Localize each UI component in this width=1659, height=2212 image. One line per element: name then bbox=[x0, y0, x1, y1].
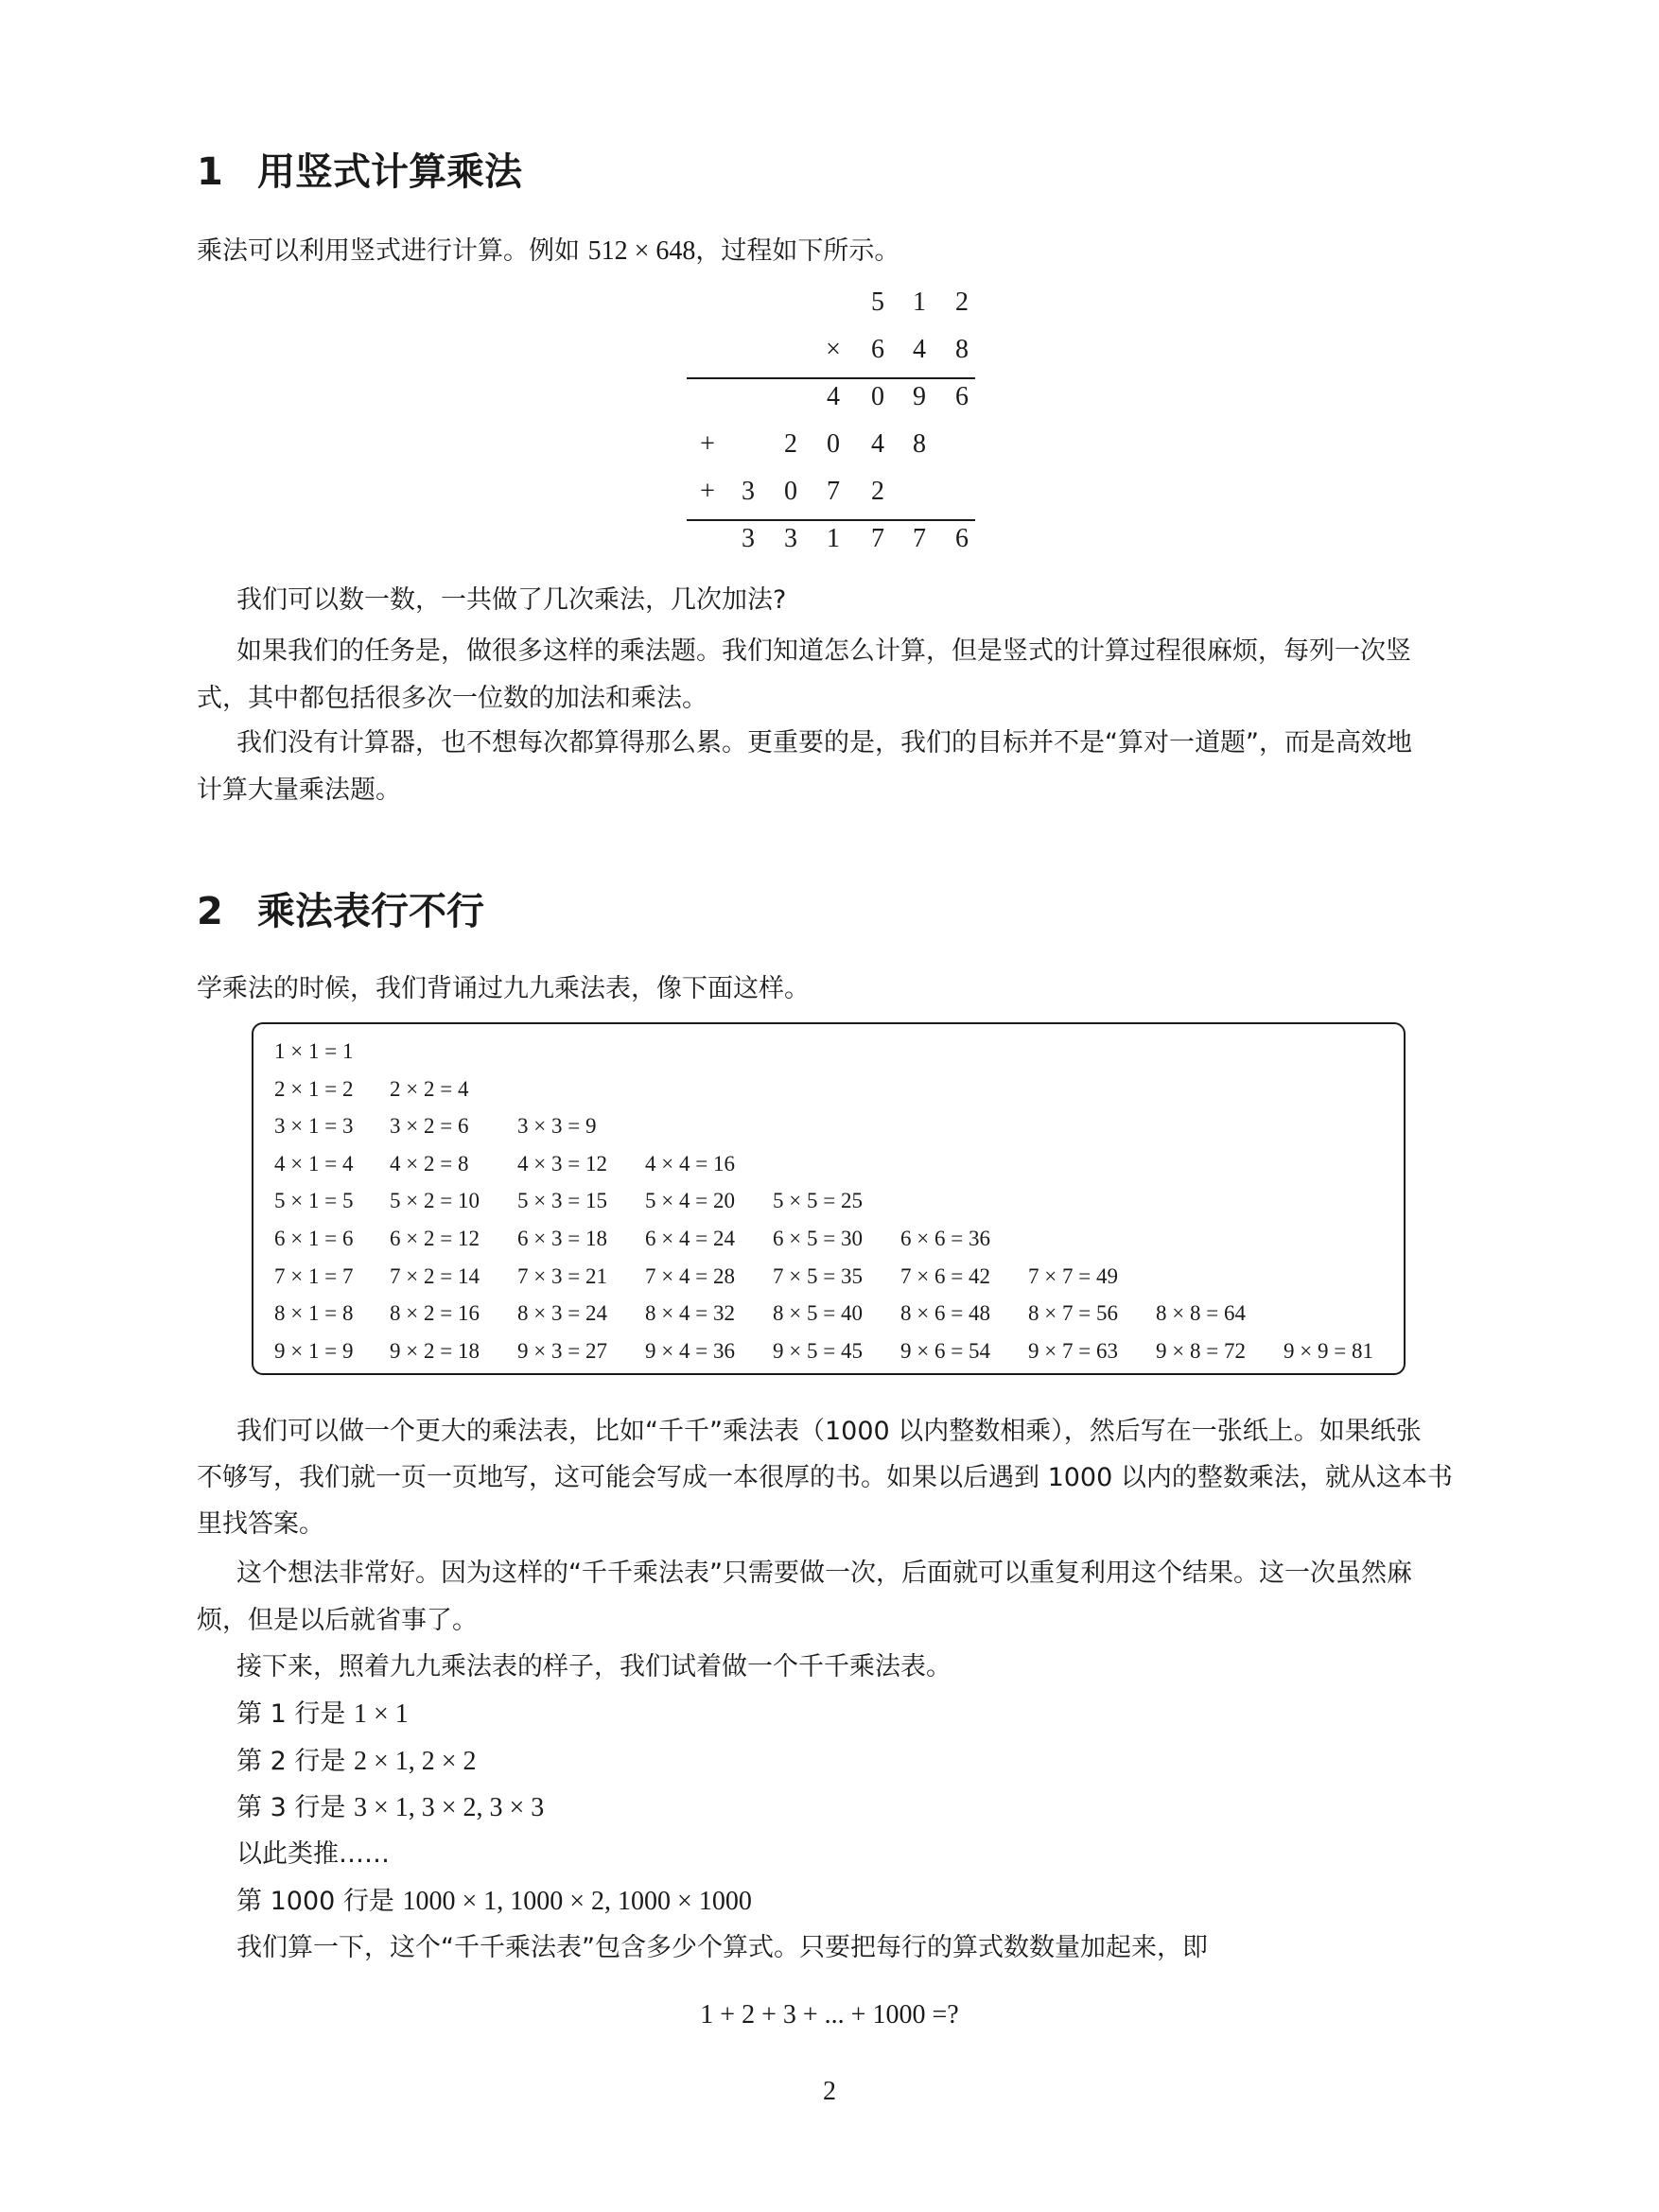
math-inline: 3 × 1, 3 × 2, 3 × 3 bbox=[353, 1793, 545, 1822]
long-mult-digit: × bbox=[826, 335, 841, 364]
long-mult-digit: 4 bbox=[913, 335, 926, 364]
text: 第 1000 行是 bbox=[236, 1887, 403, 1916]
long-mult-digit: 9 bbox=[913, 382, 926, 411]
times-table-box bbox=[252, 1022, 1406, 1375]
row-line bbox=[236, 1885, 752, 1919]
long-mult-digit: 8 bbox=[913, 429, 926, 459]
times-table-entry: 9 × 7 = 63 bbox=[1028, 1338, 1118, 1363]
times-table-entry: 5 × 2 = 10 bbox=[390, 1189, 480, 1213]
sec2-paragraph: 我们可以做一个更大的乘法表，比如“千千”乘法表（1000 以内整数相乘），然后写在一张纸上。如果纸张 bbox=[236, 1417, 1422, 1446]
times-table-entry: 3 × 2 = 6 bbox=[390, 1114, 469, 1139]
times-table-entry: 2 × 2 = 4 bbox=[390, 1076, 469, 1101]
text: 第 1 行是 bbox=[236, 1699, 354, 1729]
times-table-entry: 8 × 7 = 56 bbox=[1028, 1301, 1118, 1326]
times-table-entry: 8 × 3 = 24 bbox=[517, 1301, 607, 1326]
times-table-entry: 3 × 1 = 3 bbox=[274, 1114, 354, 1139]
section-title: 乘法表行不行 bbox=[257, 890, 484, 933]
times-table-entry: 9 × 2 = 18 bbox=[390, 1338, 480, 1363]
times-table-entry: 9 × 5 = 45 bbox=[773, 1338, 863, 1363]
math-inline: 1 × 1 bbox=[353, 1699, 409, 1729]
times-table-entry: 7 × 4 = 28 bbox=[645, 1263, 735, 1288]
section-number: 1 bbox=[197, 150, 223, 194]
long-mult-rule bbox=[687, 519, 975, 521]
row-line bbox=[236, 1698, 409, 1732]
long-mult-row bbox=[687, 287, 975, 335]
sec2-paragraph: 接下来，照着九九乘法表的样子，我们试着做一个千千乘法表。 bbox=[236, 1652, 952, 1681]
times-table-entry: 9 × 9 = 81 bbox=[1284, 1338, 1373, 1363]
times-table-entry: 6 × 2 = 12 bbox=[390, 1227, 480, 1250]
times-table-entry: 8 × 5 = 40 bbox=[773, 1301, 863, 1326]
sec1-paragraph: 式，其中都包括很多次一位数的加法和乘法。 bbox=[197, 684, 707, 713]
times-table-entry: 5 × 1 = 5 bbox=[274, 1189, 354, 1213]
times-table-entry: 9 × 6 = 54 bbox=[900, 1338, 990, 1363]
long-mult-digit: 5 bbox=[871, 287, 884, 317]
sec1-intro bbox=[197, 235, 899, 269]
long-mult-row bbox=[687, 524, 975, 571]
times-table-entry: 9 × 3 = 27 bbox=[517, 1338, 607, 1363]
long-mult-digit: 4 bbox=[871, 429, 884, 459]
row-line bbox=[236, 1791, 544, 1825]
times-table-entry: 9 × 4 = 36 bbox=[645, 1338, 735, 1363]
long-mult-digit: 2 bbox=[955, 287, 969, 317]
long-mult-row bbox=[687, 477, 975, 524]
long-mult-digit: 3 bbox=[784, 524, 797, 553]
long-mult-digit: 7 bbox=[913, 524, 926, 553]
section-number: 2 bbox=[197, 890, 223, 933]
section-1-heading bbox=[197, 142, 522, 196]
times-table-entry: 8 × 6 = 48 bbox=[900, 1301, 990, 1326]
times-table-entry: 2 × 1 = 2 bbox=[274, 1076, 354, 1101]
times-table-entry: 7 × 7 = 49 bbox=[1028, 1263, 1118, 1288]
math-inline: 2 × 1, 2 × 2 bbox=[353, 1747, 477, 1776]
sec2-intro: 学乘法的时候，我们背诵过九九乘法表，像下面这样。 bbox=[197, 974, 810, 1003]
page-number: 2 bbox=[823, 2077, 836, 2106]
text: 第 3 行是 bbox=[236, 1793, 354, 1822]
text: 第 2 行是 bbox=[236, 1747, 354, 1776]
math-inline: 1000 × 1, 1000 × 2, 1000 × 1000 bbox=[402, 1887, 752, 1916]
long-mult-digit: 1 bbox=[827, 524, 840, 553]
sec1-paragraph: 计算大量乘法题。 bbox=[197, 775, 401, 805]
times-table-entry: 6 × 1 = 6 bbox=[274, 1227, 354, 1250]
math-inline: 512 × 648 bbox=[587, 236, 696, 266]
sec2-paragraph: 里找答案。 bbox=[197, 1509, 324, 1539]
times-table-entry: 9 × 1 = 9 bbox=[274, 1338, 354, 1363]
times-table-entry: 8 × 8 = 64 bbox=[1156, 1301, 1246, 1326]
long-mult-digit: 2 bbox=[871, 477, 884, 506]
long-mult-row bbox=[687, 382, 975, 429]
times-table-entry: 6 × 6 = 36 bbox=[900, 1227, 990, 1250]
times-table-entry: 6 × 3 = 18 bbox=[517, 1227, 607, 1250]
long-mult-row bbox=[687, 335, 975, 382]
section-2-heading bbox=[197, 881, 484, 935]
sec1-paragraph: 我们没有计算器，也不想每次都算得那么累。更重要的是，我们的目标并不是“算对一道题”，而是高效地 bbox=[236, 728, 1412, 758]
times-table-entry: 5 × 5 = 25 bbox=[773, 1189, 863, 1213]
long-mult-rule bbox=[687, 377, 975, 379]
times-table-entry: 7 × 6 = 42 bbox=[900, 1263, 990, 1288]
times-table-entry: 4 × 4 = 16 bbox=[645, 1151, 735, 1176]
times-table-entry: 7 × 1 = 7 bbox=[274, 1263, 354, 1288]
times-table-entry: 8 × 4 = 32 bbox=[645, 1301, 735, 1326]
times-table-entry: 4 × 3 = 12 bbox=[517, 1151, 607, 1176]
display-formula: 1 + 2 + 3 + ... + 1000 =? bbox=[700, 2000, 959, 2029]
long-mult-digit: 3 bbox=[742, 477, 755, 506]
sec1-paragraph: 我们可以数一数，一共做了几次乘法，几次加法? bbox=[236, 585, 787, 615]
times-table-entry: 1 × 1 = 1 bbox=[274, 1039, 354, 1063]
sec2-paragraph: 不够写，我们就一页一页地写，这可能会写成一本很厚的书。如果以后遇到 1000 以内的整数乘法，就从这本书 bbox=[197, 1463, 1453, 1492]
times-table-entry: 5 × 3 = 15 bbox=[517, 1189, 607, 1213]
long-mult-digit: + bbox=[700, 429, 715, 459]
long-mult-digit: 8 bbox=[955, 335, 969, 364]
times-table-entry: 4 × 1 = 4 bbox=[274, 1151, 354, 1176]
times-table-entry: 7 × 5 = 35 bbox=[773, 1263, 863, 1288]
times-table-entry: 9 × 8 = 72 bbox=[1156, 1338, 1246, 1363]
long-mult-digit: 4 bbox=[827, 382, 840, 411]
long-mult-digit: 6 bbox=[955, 382, 969, 411]
long-mult-digit: 7 bbox=[827, 477, 840, 506]
section-title: 用竖式计算乘法 bbox=[257, 150, 522, 194]
times-table-entry: 6 × 5 = 30 bbox=[773, 1227, 863, 1250]
long-mult-digit: 0 bbox=[827, 429, 840, 459]
long-mult-digit: + bbox=[700, 477, 715, 506]
sec1-paragraph: 如果我们的任务是，做很多这样的乘法题。我们知道怎么计算，但是竖式的计算过程很麻烦，每列一次竖 bbox=[236, 636, 1411, 666]
text: ，过程如下所示。 bbox=[695, 236, 900, 266]
row-line bbox=[236, 1745, 477, 1779]
times-table-entry: 5 × 4 = 20 bbox=[645, 1189, 735, 1213]
times-table-entry: 7 × 3 = 21 bbox=[517, 1263, 607, 1288]
long-mult-digit: 3 bbox=[742, 524, 755, 553]
times-table-entry: 8 × 2 = 16 bbox=[390, 1301, 480, 1326]
times-table-entry: 8 × 1 = 8 bbox=[274, 1301, 354, 1326]
long-mult-digit: 6 bbox=[871, 335, 884, 364]
long-mult-digit: 0 bbox=[784, 477, 797, 506]
times-table-entry: 4 × 2 = 8 bbox=[390, 1151, 469, 1176]
times-table-entry: 3 × 3 = 9 bbox=[517, 1114, 597, 1139]
etc-line: 以此类推…… bbox=[236, 1839, 390, 1869]
long-mult-digit: 1 bbox=[913, 287, 926, 317]
times-table-entry: 7 × 2 = 14 bbox=[390, 1263, 480, 1288]
sec2-paragraph: 烦，但是以后就省事了。 bbox=[197, 1606, 478, 1635]
long-mult-digit: 2 bbox=[784, 429, 797, 459]
long-mult-digit: 0 bbox=[871, 382, 884, 411]
long-mult-digit: 6 bbox=[955, 524, 969, 553]
sec2-paragraph: 我们算一下，这个“千千乘法表”包含多少个算式。只要把每行的算式数数量加起来，即 bbox=[236, 1933, 1208, 1962]
text: 乘法可以利用竖式进行计算。例如 bbox=[197, 236, 588, 266]
long-mult-digit: 7 bbox=[871, 524, 884, 553]
times-table-entry: 6 × 4 = 24 bbox=[645, 1227, 735, 1250]
sec2-paragraph: 这个想法非常好。因为这样的“千千乘法表”只需要做一次，后面就可以重复利用这个结果。这一次虽然麻 bbox=[236, 1559, 1412, 1588]
long-mult-row bbox=[687, 429, 975, 477]
